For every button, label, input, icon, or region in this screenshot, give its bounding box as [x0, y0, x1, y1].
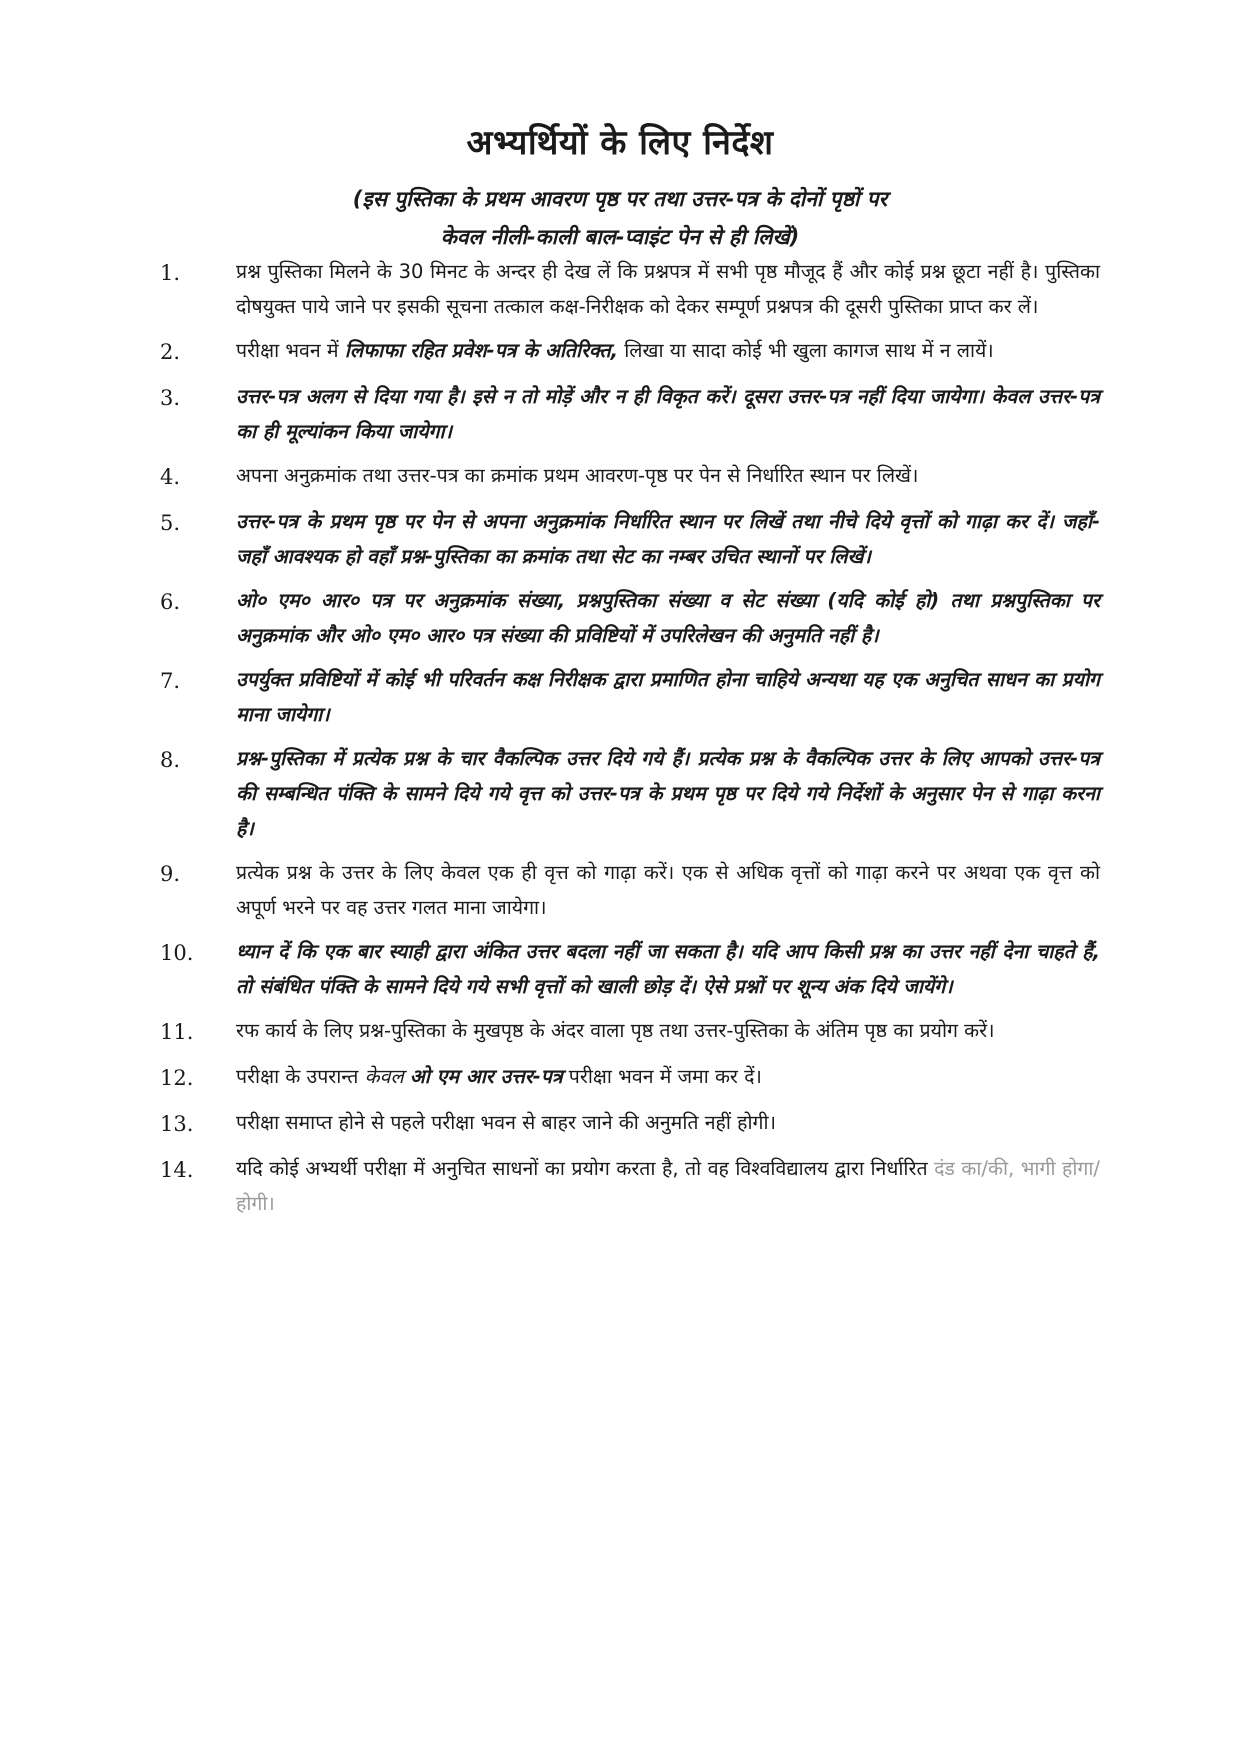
item-text: रफ कार्य के लिए प्रश्न-पुस्तिका के मुखपृष्ठ के अंदर वाला पृष्ठ तथा उत्तर-पुस्तिका के अंतिम पृष्ठ का प्रयोग करें।: [236, 1019, 995, 1042]
item-text-emphasis: ओ एम आर उत्तर-पत्र: [409, 1065, 563, 1088]
instruction-item-4: [160, 458, 1100, 495]
item-text: [236, 1059, 1100, 1096]
item-number: 3.: [160, 386, 181, 410]
item-text: प्रश्न पुस्तिका मिलने के 30 मिनट के अन्दर ही देख लें कि प्रश्नपत्र में सभी पृष्ठ मौजूद हैं और कोई प्रश्न छूटा नहीं है। पुस्तिका दोषयुक्त पाये जाने पर इसकी सूचना तत्काल कक्ष-निरीक्षक को देकर सम्पूर्ण प्रश्नपत्र की दूसरी पुस्तिका प्राप्त कर लें।: [236, 260, 1100, 318]
item-text-emphasis: लिफाफा रहित प्रवेश-पत्र के अतिरिक्त,: [344, 339, 619, 362]
instruction-item-14: [160, 1151, 1100, 1221]
item-text: उपर्युक्त प्रविष्टियों में कोई भी परिवर्तन कक्ष निरीक्षक द्वारा प्रमाणित होना चाहिये अन्यथा यह एक अनुचित साधन का प्रयोग माना जायेगा।: [236, 668, 1100, 726]
item-number: 13.: [160, 1112, 194, 1136]
item-number: 8.: [160, 748, 181, 772]
page-subtitle: [200, 180, 1040, 256]
item-text: प्रश्न-पुस्तिका में प्रत्येक प्रश्न के चार वैकल्पिक उत्तर दिये गये हैं। प्रत्येक प्रश्न के वैकल्पिक उत्तर के लिए आपको उत्तर-पत्र की सम्बन्धित पंक्ति के सामने दिये गये वृत्त को उत्तर-पत्र के प्रथम पृष्ठ पर दिये गये निर्देशों के अनुसार पेन से गाढ़ा करना है।: [236, 747, 1100, 840]
item-number: 1.: [160, 261, 181, 285]
item-number: 12.: [160, 1066, 194, 1090]
item-number: 14.: [160, 1158, 194, 1182]
instruction-item-10: [160, 934, 1100, 1004]
item-text: अपना अनुक्रमांक तथा उत्तर-पत्र का क्रमांक प्रथम आवरण-पृष्ठ पर पेन से निर्धारित स्थान पर लिखें।: [236, 464, 919, 487]
item-text-italic: केवल: [364, 1065, 410, 1088]
instruction-item-5: [160, 504, 1100, 574]
item-text-plain: यदि कोई अभ्यर्थी परीक्षा में अनुचित साधनों का प्रयोग करता है, तो वह विश्वविद्यालय द्वारा निर्धारित: [236, 1157, 935, 1180]
instruction-item-9: [160, 855, 1100, 925]
item-text: प्रत्येक प्रश्न के उत्तर के लिए केवल एक ही वृत्त को गाढ़ा करें। एक से अधिक वृत्तों को गाढ़ा करने पर अथवा एक वृत्त को अपूर्ण भरने पर वह उत्तर गलत माना जायेगा।: [236, 861, 1100, 919]
item-number: 10.: [160, 941, 194, 965]
instruction-item-7: [160, 662, 1100, 732]
instructions-list: [160, 254, 1100, 1230]
item-text: उत्तर-पत्र अलग से दिया गया है। इसे न तो मोड़ें और न ही विकृत करें। दूसरा उत्तर-पत्र नहीं दिया जायेगा। केवल उत्तर-पत्र का ही मूल्यांकन किया जायेगा।: [236, 385, 1100, 443]
subtitle-line-1: (इस पुस्तिका के प्रथम आवरण पृष्ठ पर तथा उत्तर-पत्र के दोनों पृष्ठों पर: [352, 187, 888, 211]
item-text-plain: परीक्षा भवन में: [236, 339, 345, 362]
item-number: 6.: [160, 590, 181, 614]
instruction-item-12: [160, 1059, 1100, 1096]
instruction-item-3: [160, 379, 1100, 449]
item-number: 4.: [160, 465, 181, 489]
item-text: ओ० एम० आर० पत्र पर अनुक्रमांक संख्या, प्रश्नपुस्तिका संख्या व सेट संख्या (यदि कोई हो) तथा प्रश्नपुस्तिका पर अनुक्रमांक और ओ० एम० आर० पत्र संख्या की प्रविष्टियों में उपरिलेखन की अनुमति नहीं है।: [236, 589, 1100, 647]
item-text: परीक्षा समाप्त होने से पहले परीक्षा भवन से बाहर जाने की अनुमति नहीं होगी।: [236, 1111, 776, 1134]
item-text-faded: दंड का/की, भागी होगा/होगी।: [236, 1157, 1101, 1215]
item-number: 11.: [160, 1020, 194, 1044]
item-number: 7.: [160, 669, 181, 693]
item-number: 2.: [160, 340, 181, 364]
item-number: 9.: [160, 862, 181, 886]
item-text: उत्तर-पत्र के प्रथम पृष्ठ पर पेन से अपना अनुक्रमांक निर्धारित स्थान पर लिखें तथा नीचे दिये वृत्तों को गाढ़ा कर दें। जहाँ-जहाँ आवश्यक हो वहाँ प्रश्न-पुस्तिका का क्रमांक तथा सेट का नम्बर उचित स्थानों पर लिखें।: [236, 510, 1100, 568]
item-text: [236, 1151, 1100, 1221]
instruction-item-6: [160, 583, 1100, 653]
item-text: ध्यान दें कि एक बार स्याही द्वारा अंकित उत्तर बदला नहीं जा सकता है। यदि आप किसी प्रश्न का उत्तर नहीं देना चाहते हैं, तो संबंधित पंक्ति के सामने दिये गये सभी वृत्तों को खाली छोड़ दें। ऐसे प्रश्नों पर शून्य अंक दिये जायेंगे।: [236, 940, 1100, 998]
instruction-item-13: [160, 1105, 1100, 1142]
item-text: [236, 333, 1100, 370]
item-text-plain: परीक्षा के उपरान्त: [236, 1065, 365, 1088]
page-title: अभ्यर्थियों के लिए निर्देश: [466, 123, 774, 163]
instruction-item-2: [160, 333, 1100, 370]
item-text-plain: परीक्षा भवन में जमा कर दें।: [562, 1065, 762, 1088]
instruction-item-8: [160, 741, 1100, 846]
subtitle-line-2: केवल नीली-काली बाल-प्वाइंट पेन से ही लिखें): [440, 225, 800, 249]
instruction-item-11: [160, 1013, 1100, 1050]
item-text-plain: लिखा या सादा कोई भी खुला कागज साथ में न लायें।: [618, 339, 994, 362]
item-number: 5.: [160, 511, 181, 535]
instruction-item-1: [160, 254, 1100, 324]
